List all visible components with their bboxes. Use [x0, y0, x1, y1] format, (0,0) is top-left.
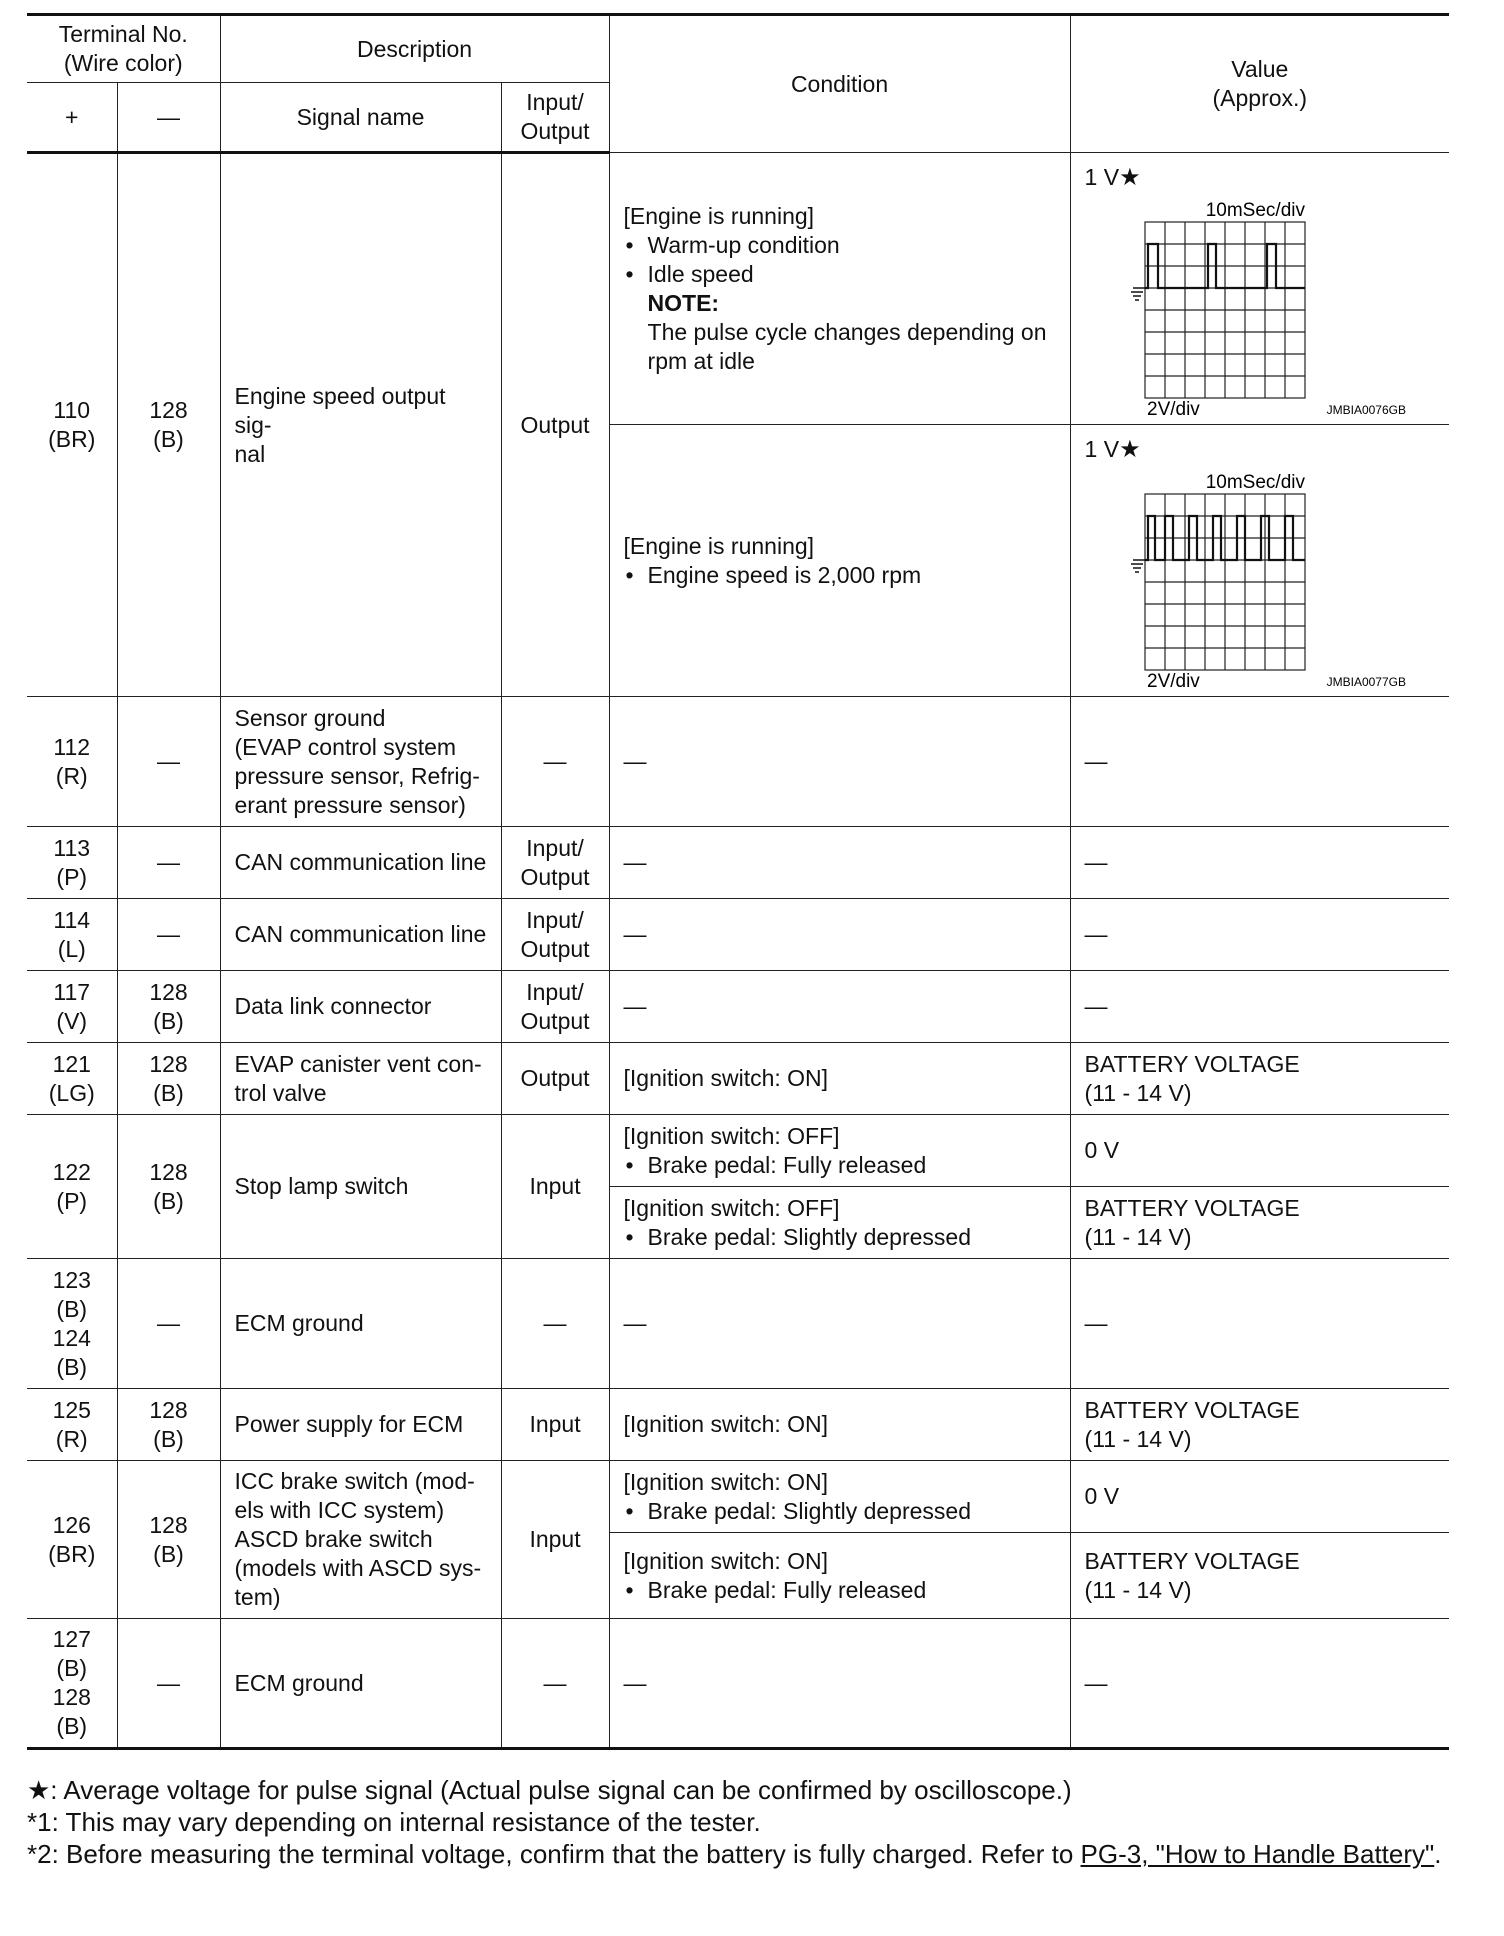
- terminal-minus: 128 (B): [117, 971, 220, 1043]
- value-cell: BATTERY VOLTAGE (11 - 14 V): [1070, 1187, 1449, 1259]
- input-output: Output: [501, 153, 609, 697]
- value-cell: —: [1070, 827, 1449, 899]
- table-row: [27, 1043, 1449, 1115]
- condition-head: [Ignition switch: ON]: [623, 1468, 829, 1495]
- signal-name: ICC brake switch (mod- els with ICC system) ASCD brake switch (models with ASCD sys- tem): [220, 1461, 501, 1619]
- header-condition: Condition: [609, 15, 1070, 153]
- terminal-minus: —: [117, 1259, 220, 1389]
- condition-item: • Warm-up condition: [624, 231, 1056, 260]
- signal-name: Stop lamp switch: [220, 1115, 501, 1259]
- terminal-minus: —: [117, 1619, 220, 1749]
- average-voltage: 1 V: [1084, 436, 1120, 462]
- input-output: Output: [501, 1043, 609, 1115]
- voltage-division-label: 2V/div: [1146, 671, 1200, 690]
- input-output: Input: [501, 1389, 609, 1461]
- condition-cell: —: [609, 827, 1070, 899]
- signal-name: EVAP canister vent con- trol valve: [220, 1043, 501, 1115]
- value-cell: —: [1070, 1619, 1449, 1749]
- table-row: [27, 971, 1449, 1043]
- condition-head: [Engine is running]: [623, 532, 815, 559]
- condition-head: [Ignition switch: OFF]: [623, 1122, 840, 1149]
- table-row: [27, 1389, 1449, 1461]
- terminal-plus: 127 (B) 128 (B): [27, 1619, 117, 1749]
- signal-name: Data link connector: [220, 971, 501, 1043]
- terminal-plus: 123 (B) 124 (B): [27, 1259, 117, 1389]
- input-output: —: [501, 1619, 609, 1749]
- table-row: [27, 1115, 1449, 1187]
- average-voltage: 1 V: [1084, 164, 1120, 190]
- footnote-1: *1: This may vary depending on internal resistance of the tester.: [27, 1807, 761, 1837]
- value-cell: 0 V: [1070, 1461, 1449, 1533]
- condition-cell: —: [609, 899, 1070, 971]
- value-cell: BATTERY VOLTAGE (11 - 14 V): [1070, 1043, 1449, 1115]
- table-row: [27, 899, 1449, 971]
- table-row: [27, 1259, 1449, 1389]
- terminal-minus: 128 (B): [117, 1461, 220, 1619]
- condition-cell: —: [609, 697, 1070, 827]
- value-cell-waveform: [1070, 153, 1449, 425]
- input-output: Input/ Output: [501, 899, 609, 971]
- condition-cell: [609, 425, 1070, 697]
- terminal-plus: 110 (BR): [27, 153, 117, 697]
- terminal-plus: 125 (R): [27, 1389, 117, 1461]
- terminal-minus: —: [117, 827, 220, 899]
- value-cell: —: [1070, 971, 1449, 1043]
- star-icon: ★: [1119, 436, 1141, 463]
- footnote-2-text: *2: Before measuring the terminal voltage, confirm that the battery is fully charged. Refer to: [27, 1839, 1081, 1869]
- header-plus: +: [27, 83, 117, 153]
- terminal-plus: 114 (L): [27, 899, 117, 971]
- terminal-minus: 128 (B): [117, 1115, 220, 1259]
- value-cell: —: [1070, 899, 1449, 971]
- note-label: NOTE:: [647, 289, 720, 316]
- oscilloscope-waveform-2000rpm: [1085, 464, 1430, 690]
- condition-item: • Brake pedal: Fully released: [624, 1576, 1056, 1605]
- value-cell: BATTERY VOLTAGE (11 - 14 V): [1070, 1389, 1449, 1461]
- header-value: Value (Approx.): [1070, 15, 1449, 153]
- signal-name: ECM ground: [220, 1259, 501, 1389]
- condition-item: • Brake pedal: Fully released: [624, 1151, 1056, 1180]
- header-description: Description: [220, 15, 609, 83]
- condition-cell: —: [609, 1619, 1070, 1749]
- condition-cell: [609, 1533, 1070, 1619]
- footnote-star: ★: Average voltage for pulse signal (Actual pulse signal can be confirmed by oscilloscope.): [27, 1775, 1072, 1805]
- input-output: Input: [501, 1461, 609, 1619]
- condition-item: • Idle speed: [624, 260, 1056, 289]
- figure-code: JMBIA0076GB: [1326, 403, 1406, 417]
- value-cell: 0 V: [1070, 1115, 1449, 1187]
- voltage-division-label: 2V/div: [1146, 399, 1200, 418]
- table-row: [27, 1461, 1449, 1533]
- input-output: —: [501, 1259, 609, 1389]
- condition-item: • Brake pedal: Slightly depressed: [624, 1223, 1056, 1252]
- oscilloscope-waveform-idle: [1085, 192, 1430, 418]
- table-row: [27, 153, 1449, 425]
- condition-item: • Brake pedal: Slightly depressed: [624, 1497, 1056, 1526]
- terminal-minus: 128 (B): [117, 1043, 220, 1115]
- signal-name: CAN communication line: [220, 899, 501, 971]
- value-cell: BATTERY VOLTAGE (11 - 14 V): [1070, 1533, 1449, 1619]
- condition-item: • Engine speed is 2,000 rpm: [624, 561, 1056, 590]
- terminal-minus: 128 (B): [117, 153, 220, 697]
- signal-name: Sensor ground (EVAP control system pressure sensor, Refrig- erant pressure sensor): [220, 697, 501, 827]
- condition-head: [Engine is running]: [623, 202, 815, 229]
- condition-head: [Ignition switch: ON]: [623, 1547, 829, 1574]
- input-output: Input/ Output: [501, 971, 609, 1043]
- terminal-minus: —: [117, 697, 220, 827]
- footnote-2-end: .: [1434, 1839, 1442, 1869]
- input-output: Input: [501, 1115, 609, 1259]
- condition-cell: [Ignition switch: ON]: [609, 1389, 1070, 1461]
- condition-cell: [609, 1115, 1070, 1187]
- ecm-terminal-table: [27, 13, 1449, 1750]
- terminal-plus: 113 (P): [27, 827, 117, 899]
- terminal-minus: —: [117, 899, 220, 971]
- input-output: Input/ Output: [501, 827, 609, 899]
- terminal-plus: 117 (V): [27, 971, 117, 1043]
- terminal-plus: 126 (BR): [27, 1461, 117, 1619]
- condition-cell: [Ignition switch: ON]: [609, 1043, 1070, 1115]
- condition-cell: [609, 153, 1070, 425]
- value-cell: —: [1070, 697, 1449, 827]
- footnote-2: [27, 1838, 1449, 1870]
- note-text: The pulse cycle changes depending on rpm at idle: [647, 318, 1047, 374]
- signal-name: CAN communication line: [220, 827, 501, 899]
- header-input-output: Input/ Output: [501, 83, 609, 153]
- timebase-label: 10mSec/div: [1205, 472, 1305, 493]
- condition-cell: —: [609, 1259, 1070, 1389]
- figure-code: JMBIA0077GB: [1326, 675, 1406, 689]
- battery-handling-link[interactable]: PG-3, "How to Handle Battery": [1080, 1839, 1435, 1869]
- value-cell: —: [1070, 1259, 1449, 1389]
- terminal-plus: 122 (P): [27, 1115, 117, 1259]
- input-output: —: [501, 697, 609, 827]
- table-row: [27, 827, 1449, 899]
- terminal-plus: 121 (LG): [27, 1043, 117, 1115]
- header-row-1: [27, 15, 1449, 83]
- terminal-minus: 128 (B): [117, 1389, 220, 1461]
- header-terminal: Terminal No. (Wire color): [27, 15, 220, 83]
- timebase-label: 10mSec/div: [1205, 200, 1305, 221]
- terminal-plus: 112 (R): [27, 697, 117, 827]
- header-signal-name: Signal name: [220, 83, 501, 153]
- signal-name: ECM ground: [220, 1619, 501, 1749]
- table-row: [27, 1619, 1449, 1749]
- value-cell-waveform: [1070, 425, 1449, 697]
- condition-cell: —: [609, 971, 1070, 1043]
- condition-head: [Ignition switch: OFF]: [623, 1194, 840, 1221]
- header-minus: —: [117, 83, 220, 153]
- condition-cell: [609, 1187, 1070, 1259]
- signal-name: Power supply for ECM: [220, 1389, 501, 1461]
- condition-cell: [609, 1461, 1070, 1533]
- terminal-table-section: [27, 13, 1449, 1750]
- table-row: [27, 697, 1449, 827]
- star-icon: ★: [1119, 164, 1141, 191]
- signal-name: Engine speed output sig- nal: [220, 153, 501, 697]
- footnotes: [27, 1774, 1449, 1870]
